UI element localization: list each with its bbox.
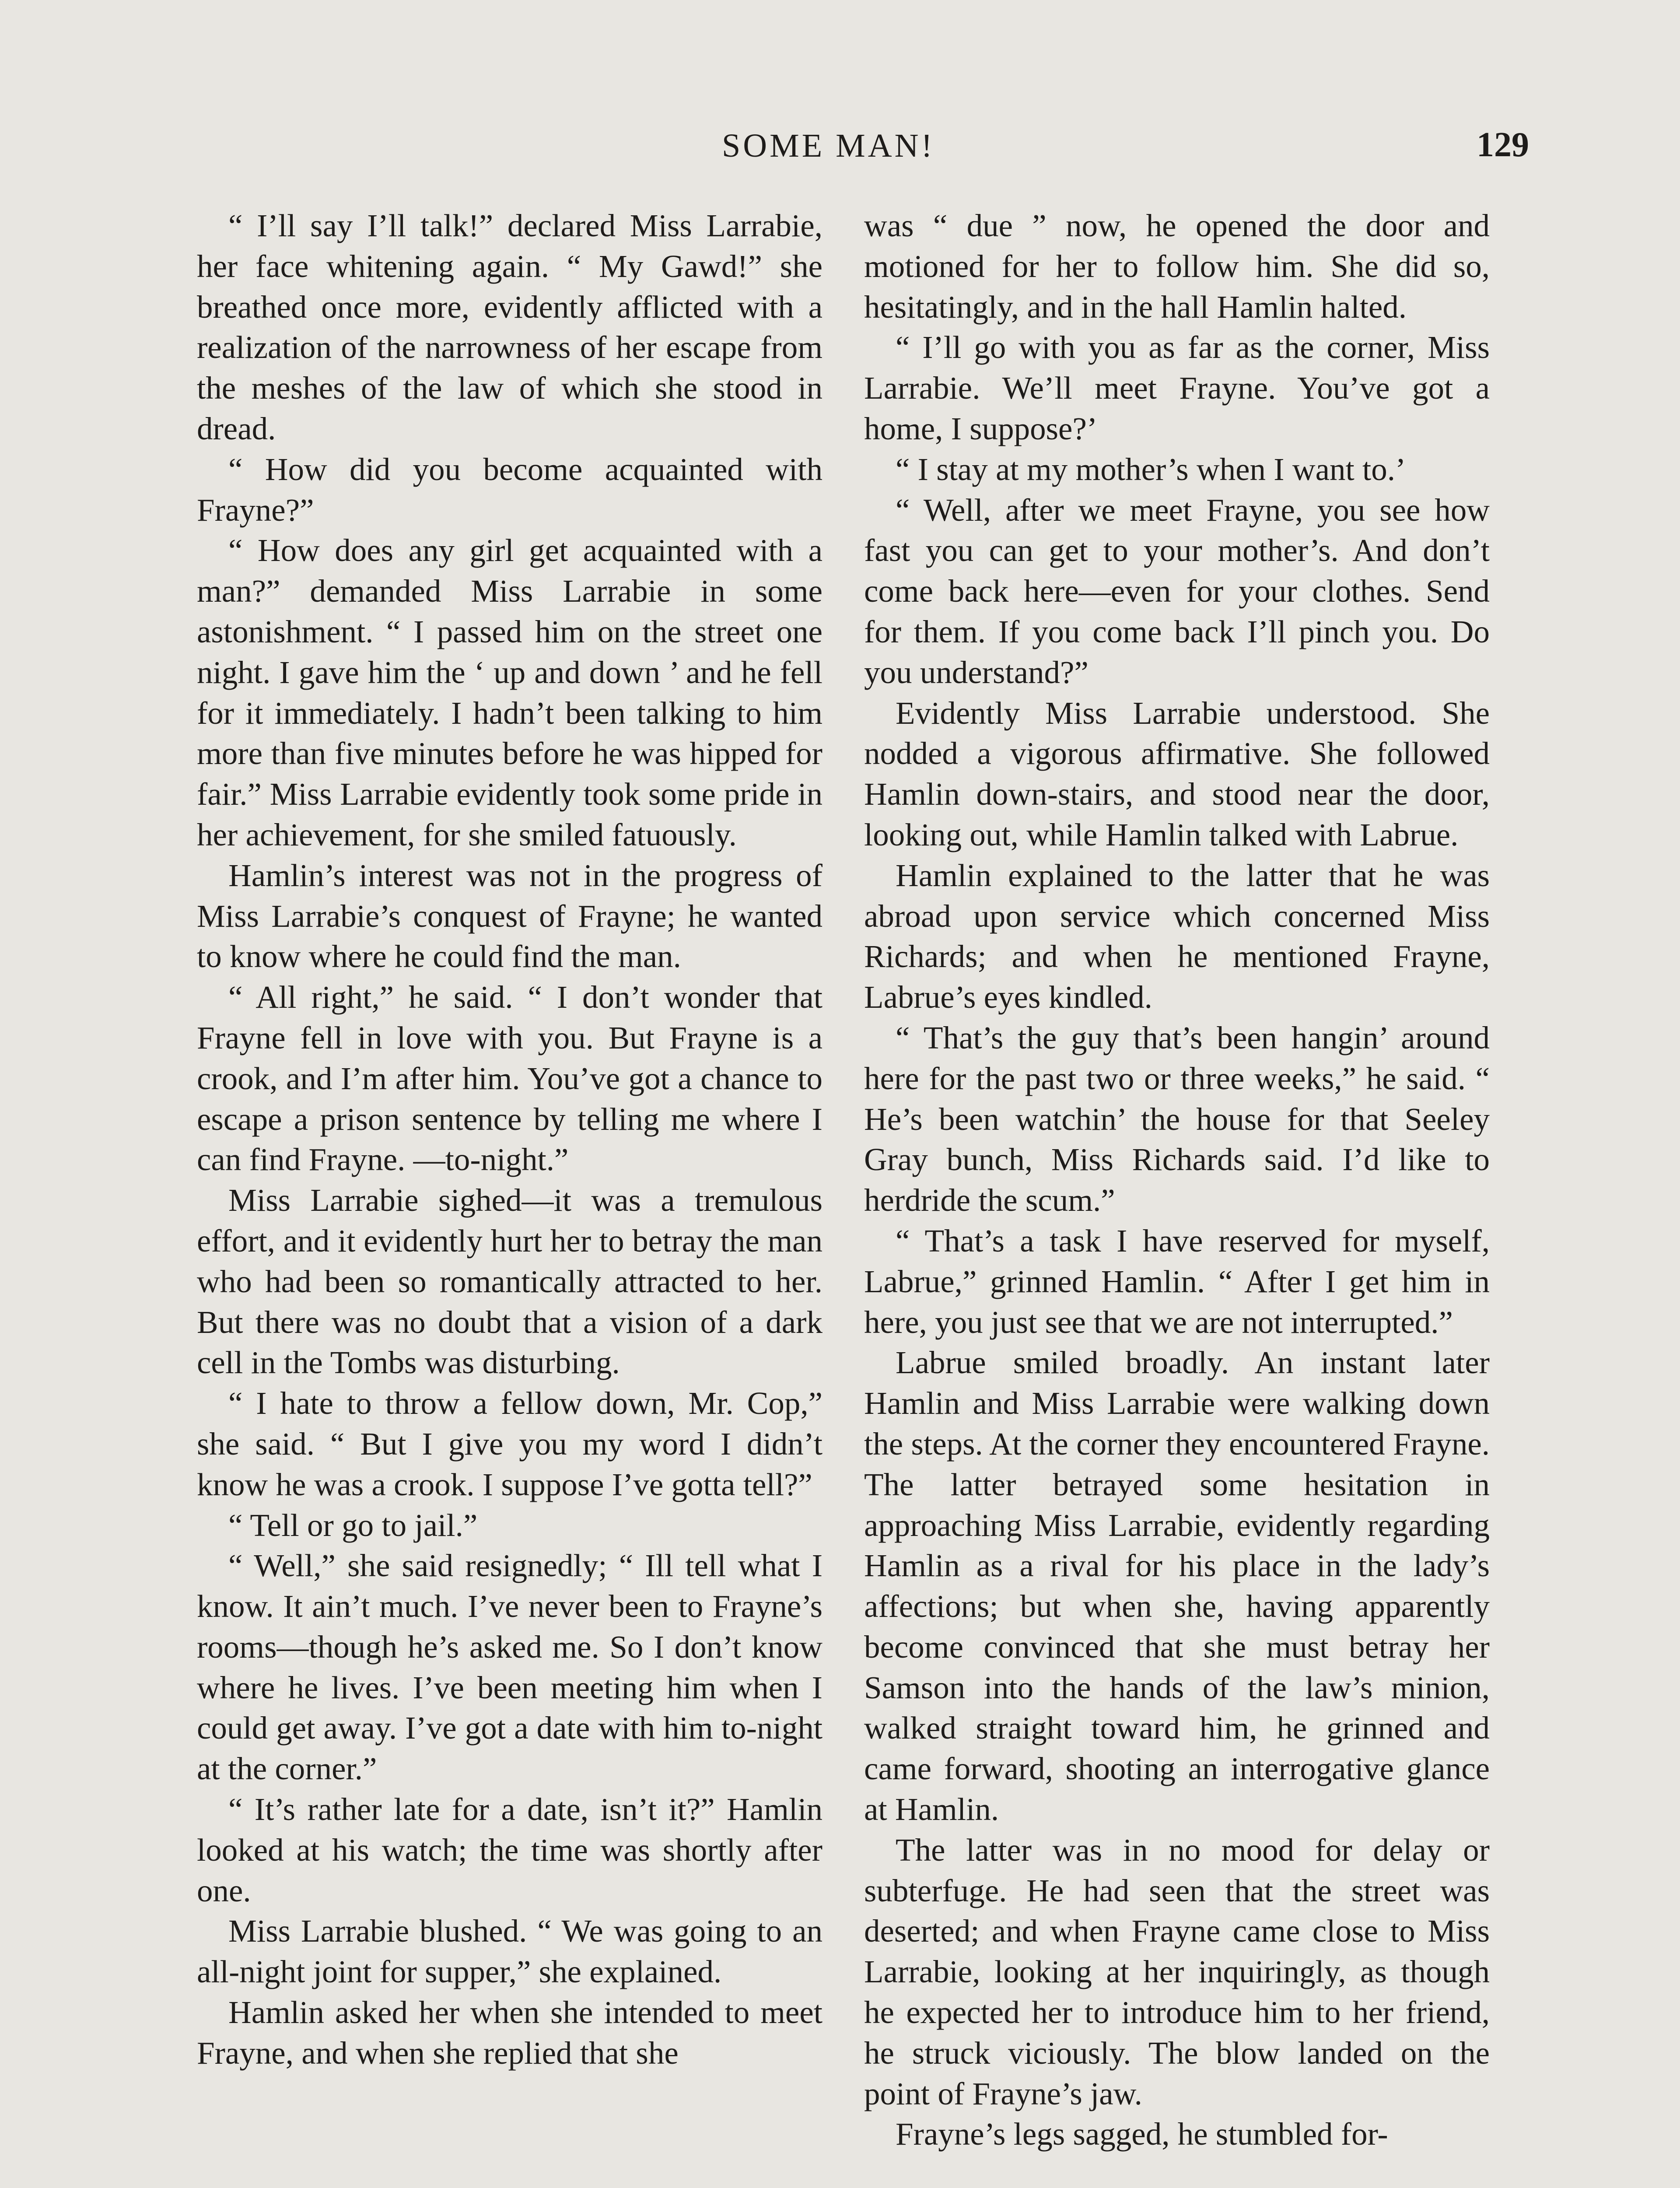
paragraph: “ I’ll go with you as far as the corner, Miss Larrabie. We’ll meet Frayne. You’ve got a home, I suppose?’: [864, 330, 1490, 446]
paragraph: “ That’s a task I have reserved for myself, Labrue,” grinned Hamlin. “ After I get him in here, you just see that we are not interrupted.”: [864, 1223, 1490, 1340]
paragraph: Frayne’s legs sagged, he stumbled for-: [896, 2116, 1388, 2152]
paragraph: The latter was in no mood for delay or subterfuge. He had seen that the street was deserted; and when Frayne came close to Miss Larrabie, looking at her inquiringly, as though he expected her to introduce him to her friend, he struck viciously. The blow landed on the point of Frayne’s jaw.: [864, 1832, 1490, 2111]
paragraph: Hamlin asked her when she intended to meet Frayne, and when she replied that she: [197, 1995, 822, 2071]
paragraph: Hamlin explained to the latter that he was abroad upon service which concerned Miss Richards; and when he mentioned Frayne, Labrue’s eyes kindled.: [864, 857, 1490, 1015]
paragraph: “ I stay at my mother’s when I want to.’: [896, 451, 1406, 487]
paragraph: “ How does any girl get acquainted with a man?” demanded Miss Larrabie in some astonishment. “ I passed him on the street one night. I gave him the ‘ up and down ’ and he fell for it immediately. I hadn’t been talking to him more than five minutes before he was hipped for fair.” Miss Larrabie evidently took some pride in her achievement, for she smiled fatuously.: [197, 533, 822, 852]
paragraph: “ I’ll say I’ll talk!” declared Miss Larrabie, her face whitening again. “ My Gawd!” she breathed once more, evidently afflicted with a realization of the narrowness of her escape from the meshes of the law of which she stood in dread.: [197, 208, 822, 446]
paragraph: “ Well,” she said resignedly; “ Ill tell what I know. It ain’t much. I’ve never been to Frayne’s rooms—though he’s asked me. So I don’t know where he lives. I’ve been meeting him when I could get away. I’ve got a date with him to-night at the corner.”: [197, 1548, 822, 1787]
paragraph: “ Well, after we meet Frayne, you see how fast you can get to your mother’s. And don’t come back here—even for your clothes. Send for them. If you come back I’ll pinch you. Do you understand?”: [864, 492, 1490, 690]
paragraph: Miss Larrabie sighed—it was a tremulous effort, and it evidently hurt her to betray the man who had been so romantically attracted to her. But there was no doubt that a vision of a dark cell in the Tombs was disturbing.: [197, 1182, 822, 1381]
paragraph: Evidently Miss Larrabie understood. She nodded a vigorous affirmative. She followed Hamlin down-stairs, and stood near the door, looking out, while Hamlin talked with Labrue.: [864, 695, 1490, 852]
right-column: [864, 206, 1490, 2155]
paragraph: Miss Larrabie blushed. “ We was going to an all-night joint for supper,” she explained.: [197, 1913, 822, 1990]
paragraph: Hamlin’s interest was not in the progress of Miss Larrabie’s conquest of Frayne; he wanted to know where he could find the man.: [197, 857, 822, 975]
paragraph: “ I hate to throw a fellow down, Mr. Cop,” she said. “ But I give you my word I didn’t know he was a crook. I suppose I’ve gotta tell?”: [197, 1385, 822, 1502]
paragraph: “ It’s rather late for a date, isn’t it?” Hamlin looked at his watch; the time was shortly after one.: [197, 1792, 822, 1908]
paragraph: Labrue smiled broadly. An instant later Hamlin and Miss Larrabie were walking down the steps. At the corner they encountered Frayne. The latter betrayed some hesitation in approaching Miss Larrabie, evidently regarding Hamlin as a rival for his place in the lady’s affections; but when she, having apparently become convinced that she must betray her Samson into the hands of the law’s minion, walked straight toward him, he grinned and came forward, shooting an interrogative glance at Hamlin.: [864, 1345, 1490, 1827]
paragraph: “ Tell or go to jail.”: [228, 1507, 478, 1543]
paragraph: was “ due ” now, he opened the door and motioned for her to follow him. She did so, hesitatingly, and in the hall Hamlin halted.: [864, 208, 1490, 325]
paragraph: “ How did you become acquainted with Frayne?”: [197, 451, 822, 528]
paragraph: “ That’s the guy that’s been hangin’ around here for the past two or three weeks,” he said. “ He’s been watchin’ the house for that Seeley Gray bunch, Miss Richards said. I’d like to herdride the scum.”: [864, 1020, 1490, 1218]
page-number: 129: [1477, 126, 1529, 164]
running-header: SOME MAN!: [722, 127, 935, 164]
left-column: [197, 206, 822, 2074]
paragraph: “ All right,” he said. “ I don’t wonder that Frayne fell in love with you. But Frayne is a crook, and I’m after him. You’ve got a chance to escape a prison sentence by telling me where I can find Frayne. —to-night.”: [197, 979, 822, 1178]
